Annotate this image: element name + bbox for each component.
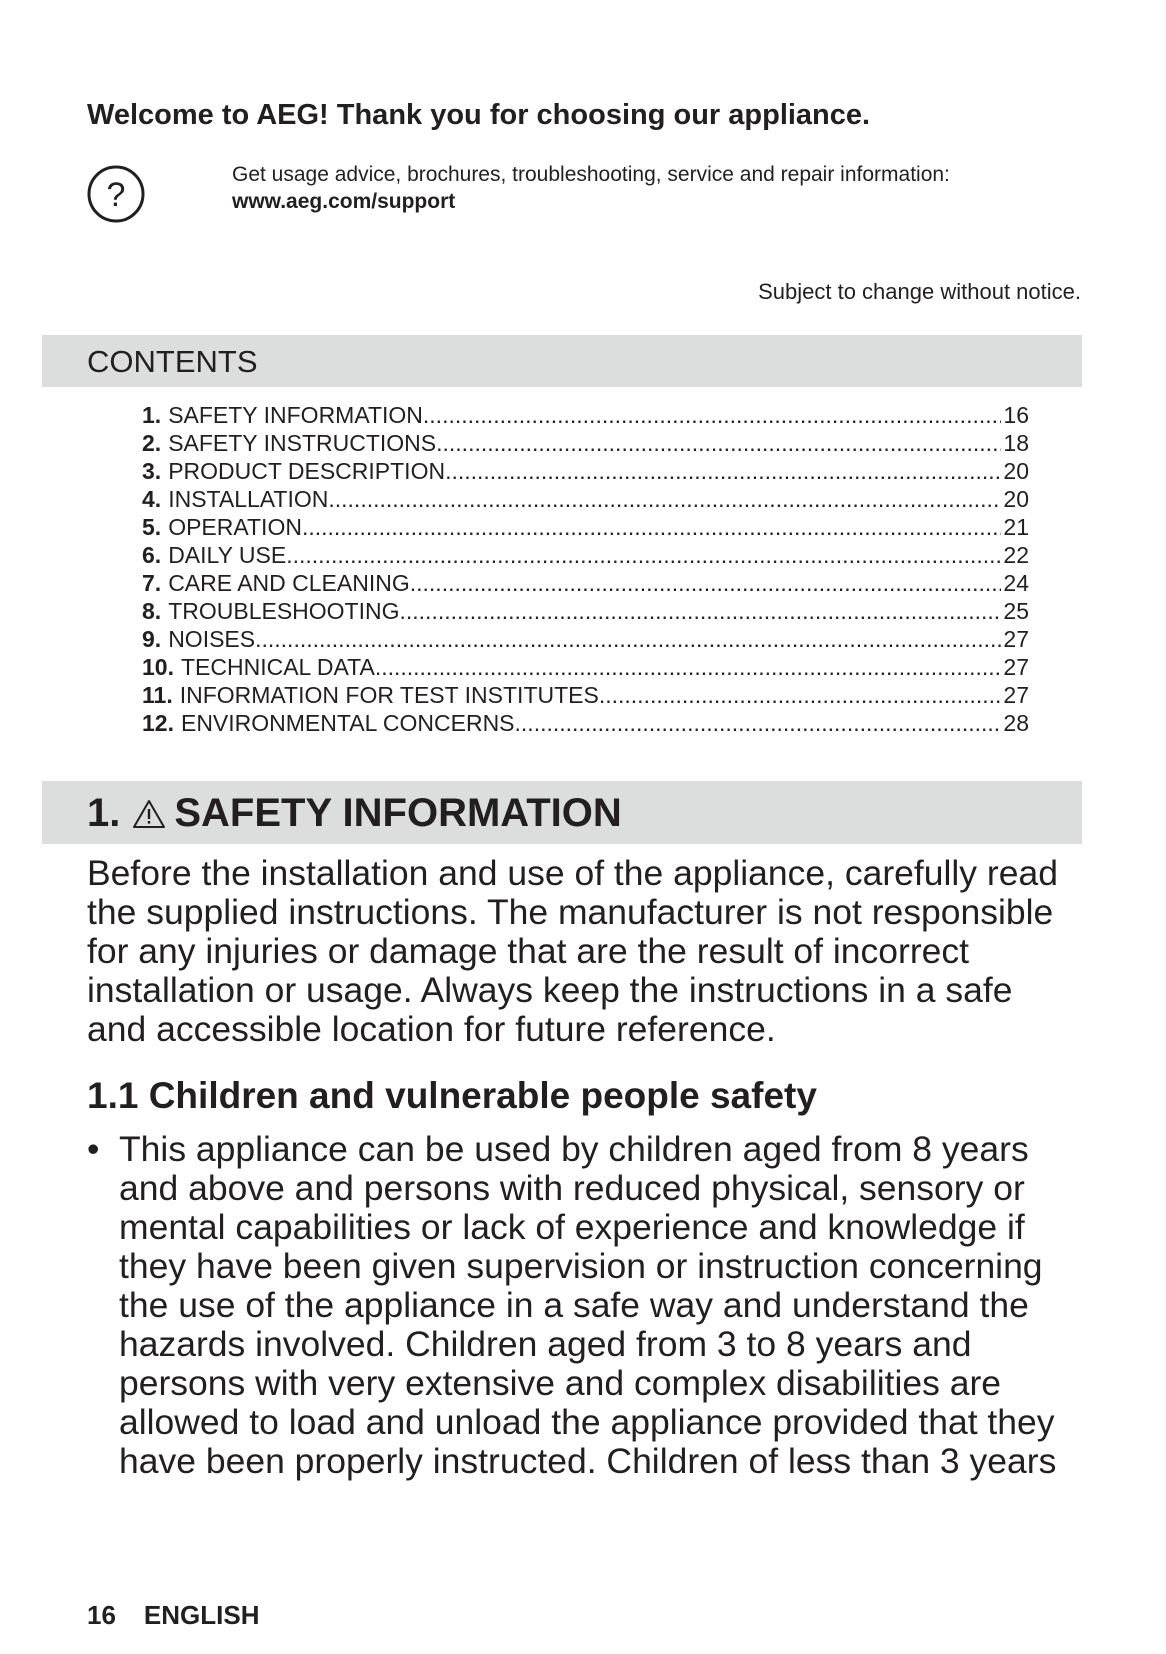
safety-intro-paragraph: Before the installation and use of the appliance, carefully read the supplied instructions. The manufacturer is not responsible for any injuries or damage that are the result of incorrect installation or usage. Always keep the instructions in a safe and accessible location for future reference. [87, 853, 1058, 1049]
question-circle-icon [86, 164, 146, 224]
change-notice: Subject to change without notice. [758, 279, 1081, 304]
section-title: SAFETY INFORMATION [174, 791, 622, 835]
toc-item-safety-information[interactable]: 1. SAFETY INFORMATION ..... 16 [142, 401, 1029, 429]
toc-item-troubleshooting[interactable]: 8. TROUBLESHOOTING ..... 25 [142, 597, 1029, 625]
table-of-contents [142, 401, 1029, 737]
toc-item-installation[interactable]: 4. INSTALLATION ..... 20 [142, 485, 1029, 513]
footer-language: ENGLISH [143, 1600, 260, 1630]
toc-item-safety-instructions[interactable]: 2. SAFETY INSTRUCTIONS ..... 18 [142, 429, 1029, 457]
page-number: 16 [87, 1600, 116, 1630]
warning-triangle-icon [132, 799, 166, 829]
support-link[interactable]: www.aeg.com/support [232, 190, 456, 213]
bullet-marker: • [87, 1129, 100, 1169]
toc-item-product-description[interactable]: 3. PRODUCT DESCRIPTION ..... 20 [142, 457, 1029, 485]
toc-item-daily-use[interactable]: 6. DAILY USE ..... 22 [142, 541, 1029, 569]
contents-title: CONTENTS [87, 344, 258, 379]
toc-item-technical-data[interactable]: 10. TECHNICAL DATA ..... 27 [142, 653, 1029, 681]
page-footer [87, 1600, 260, 1631]
svg-text:?: ? [106, 176, 126, 214]
support-text: Get usage advice, brochures, troubleshooting, service and repair information: [232, 163, 950, 186]
toc-item-noises[interactable]: 9. NOISES ..... 27 [142, 625, 1029, 653]
toc-item-care-and-cleaning[interactable]: 7. CARE AND CLEANING ..... 24 [142, 569, 1029, 597]
section-heading [87, 791, 622, 836]
contents-header-bar [42, 335, 1082, 387]
toc-item-environmental-concerns[interactable]: 12. ENVIRONMENTAL CONCERNS ..... 28 [142, 709, 1029, 737]
welcome-heading: Welcome to AEG! Thank you for choosing our appliance. [87, 99, 871, 131]
safety-header-bar [42, 781, 1082, 844]
section-number: 1. [87, 791, 121, 835]
support-info [232, 161, 950, 215]
subsection-heading: 1.1 Children and vulnerable people safety [87, 1075, 817, 1116]
bullet-text: This appliance can be used by children aged from 8 years and above and persons with reduced physical, sensory or mental capabilities or lack of experience and knowledge if they have been given supervision or instruction concerning the use of the appliance in a safe way and understand the hazards involved. Children aged from 3 to 8 years and persons with very extensive and complex disabilities are allowed to load and unload the appliance provided that they have been properly instructed. Children of less than 3 years [119, 1129, 1057, 1481]
toc-item-information-for-test-institutes[interactable]: 11. INFORMATION FOR TEST INSTITUTES ..... 27 [142, 681, 1029, 709]
toc-item-operation[interactable]: 5. OPERATION ..... 21 [142, 513, 1029, 541]
